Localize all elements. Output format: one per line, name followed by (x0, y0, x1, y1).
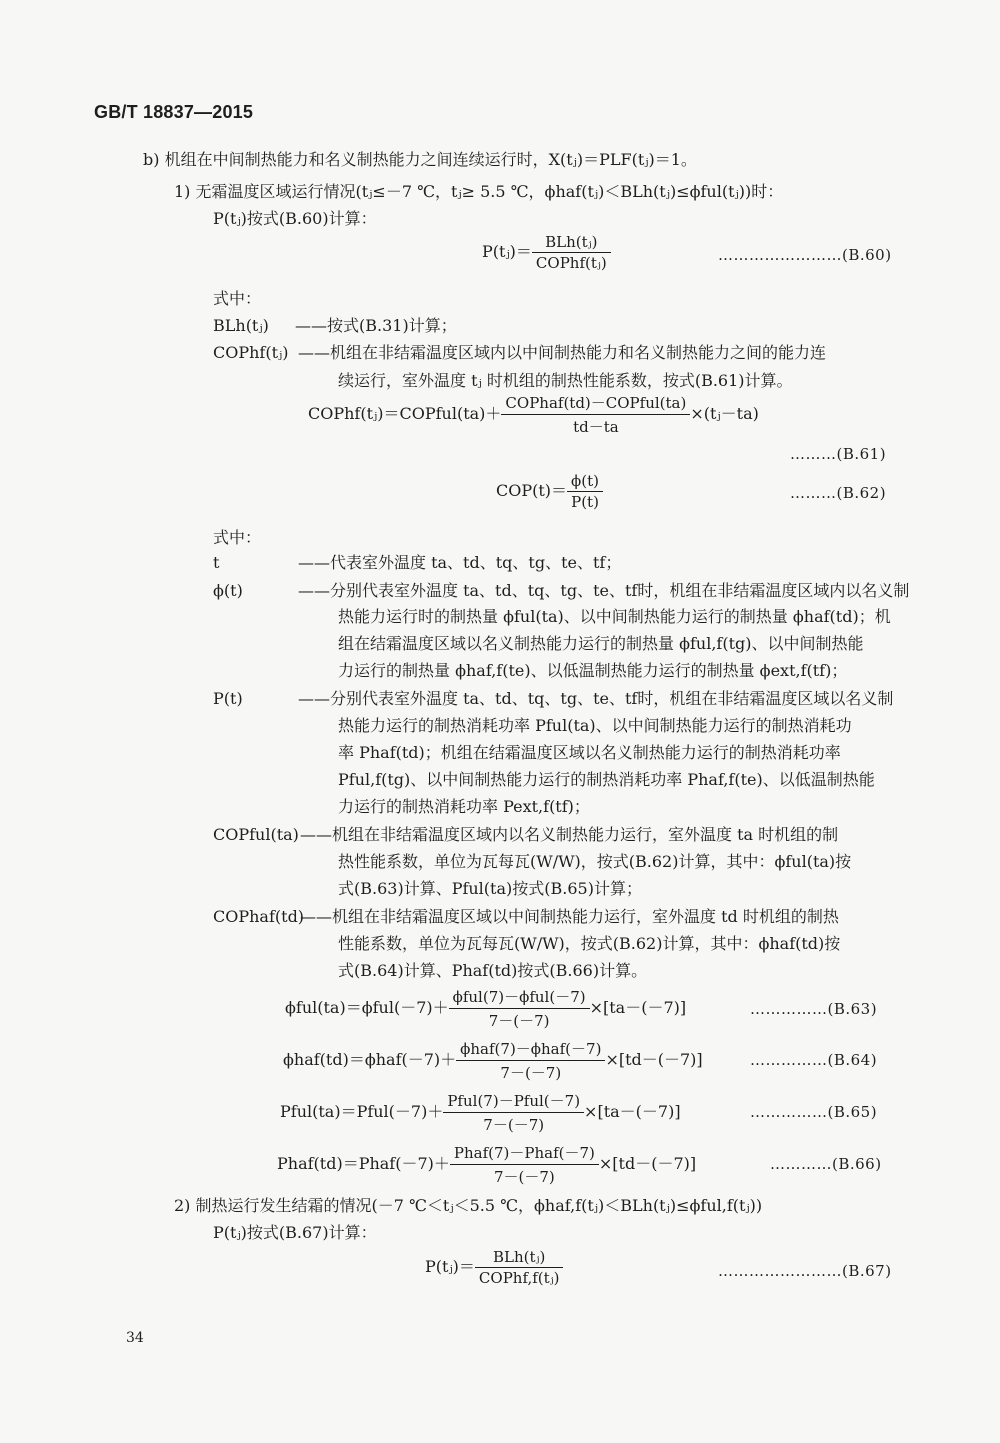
standard-code: GB/T 18837—2015 (94, 102, 254, 122)
equation-b61 (308, 392, 759, 437)
equation-b65 (280, 1090, 681, 1135)
def-text: ——机组在非结霜温度区域内以名义制热能力运行，室外温度 ta 时机组的制 (300, 825, 839, 844)
def-text: ——机组在非结霜温度区域内以中间制热能力和名义制热能力之间的能力连 (298, 343, 827, 362)
eq-numerator: Pful(7)－Pful(－7) (443, 1090, 584, 1113)
where-label: 式中： (213, 289, 262, 308)
eq-fraction (450, 1142, 599, 1187)
eq-denominator: 7－(－7) (483, 1116, 545, 1134)
eq-tag-b62: ………(B.62) (790, 484, 887, 502)
eq-fraction (475, 1248, 564, 1287)
eq-rhs: ×[ta－(－7)] (589, 998, 687, 1017)
def-text: 组在结霜温度区域以名义制热能力运行的制热量 ϕful,f(tg)、以中间制热能 (338, 634, 864, 653)
sub2-title: 2) 制热运行发生结霜的情况(－7 ℃＜tⱼ＜5.5 ℃，ϕhaf,f(tⱼ)＜BLh(tⱼ)≤ϕful,f(tⱼ)) (174, 1196, 763, 1215)
eq-rhs: ×[td－(－7)] (598, 1154, 697, 1173)
def-symbol: ϕ(t) (213, 581, 243, 600)
eq-denominator: P(t) (571, 493, 599, 511)
eq-lhs: ϕhaf(td)＝ϕhaf(－7)＋ (283, 1050, 457, 1069)
def-text: 热能力运行时的制热量 ϕful(ta)、以中间制热能力运行的制热量 ϕhaf(td)；机 (338, 607, 891, 626)
eq-lhs: P(tⱼ)＝ (425, 1257, 475, 1276)
eq-fraction (443, 1090, 584, 1135)
def-symbol: COPhaf(td) (213, 907, 305, 926)
equation-b60 (482, 233, 611, 272)
eq-tag-b61: ………(B.61) (790, 445, 887, 463)
equation-b66 (277, 1142, 696, 1187)
eq-tag-b66: …………(B.66) (770, 1155, 882, 1173)
sub2-calc: P(tⱼ)按式(B.67)计算： (213, 1223, 377, 1242)
sub1-title: 1) 无霜温度区域运行情况(tⱼ≤－7 ℃，tⱼ≥ 5.5 ℃，ϕhaf(tⱼ)＜BLh(tⱼ)≤ϕful(tⱼ))时： (174, 182, 784, 201)
eq-numerator: BLh(tⱼ) (532, 233, 611, 253)
eq-lhs: ϕful(ta)＝ϕful(－7)＋ (285, 998, 449, 1017)
def-text: 续运行，室外温度 tⱼ 时机组的制热性能系数，按式(B.61)计算。 (338, 371, 793, 390)
eq-rhs: ×[td－(－7)] (605, 1050, 703, 1069)
def-text: 式(B.64)计算、Phaf(td)按式(B.66)计算。 (338, 961, 648, 980)
eq-denominator: 7－(－7) (488, 1012, 550, 1030)
eq-rhs: ×[ta－(－7)] (584, 1102, 681, 1121)
def-symbol: P(t) (213, 689, 243, 708)
eq-fraction (532, 233, 611, 272)
def-text: ——分别代表室外温度 ta、td、tq、tg、te、tf时，机组在非结霜温度区域以名义制 (298, 689, 894, 708)
equation-b63 (285, 986, 686, 1031)
eq-denominator: td－ta (573, 418, 619, 436)
equation-b62 (496, 472, 603, 511)
def-symbol: BLh(tⱼ) (213, 316, 269, 335)
def-text: ——分别代表室外温度 ta、td、tq、tg、te、tf时，机组在非结霜温度区域内以名义制 (298, 581, 910, 600)
equation-b67 (425, 1248, 563, 1287)
eq-numerator: BLh(tⱼ) (475, 1248, 564, 1268)
def-text: 力运行的制热量 ϕhaf,f(te)、以低温制热能力运行的制热量 ϕext,f(tf)； (338, 661, 848, 680)
def-text: ——按式(B.31)计算； (295, 316, 457, 335)
eq-denominator: COPhf,f(tⱼ) (478, 1269, 560, 1287)
eq-lhs: COP(t)＝ (496, 481, 568, 500)
where-label: 式中： (213, 528, 262, 547)
eq-denominator: 7－(－7) (493, 1168, 555, 1186)
eq-tag-b64: ……………(B.64) (750, 1051, 878, 1069)
def-text: ——代表室外温度 ta、td、tq、tg、te、tf； (298, 553, 622, 572)
eq-numerator: ϕ(t) (567, 472, 603, 492)
eq-numerator: ϕful(7)－ϕful(－7) (449, 986, 590, 1009)
eq-denominator: 7－(－7) (500, 1064, 562, 1082)
item-b: b) 机组在中间制热能力和名义制热能力之间连续运行时，X(tⱼ)＝PLF(tⱼ)＝1。 (143, 150, 697, 169)
def-symbol: COPful(ta) (213, 825, 299, 844)
eq-denominator: COPhf(tⱼ) (535, 254, 607, 272)
eq-fraction (567, 472, 603, 511)
eq-fraction (501, 392, 690, 437)
eq-tag-b60: ……………………(B.60) (718, 246, 892, 264)
eq-tag-b67: ……………………(B.67) (718, 1262, 892, 1280)
eq-numerator: ϕhaf(7)－ϕhaf(－7) (456, 1038, 605, 1061)
eq-tag-b63: ……………(B.63) (750, 1000, 878, 1018)
def-text: 率 Phaf(td)；机组在结霜温度区域以名义制热能力运行的制热消耗功率 (338, 743, 841, 762)
eq-tag-b65: ……………(B.65) (750, 1103, 878, 1121)
sub1-calc: P(tⱼ)按式(B.60)计算： (213, 209, 377, 228)
eq-lhs: Pful(ta)＝Pful(－7)＋ (280, 1102, 444, 1121)
page-number: 34 (126, 1330, 144, 1346)
eq-numerator: Phaf(7)－Phaf(－7) (450, 1142, 599, 1165)
equation-b64 (283, 1038, 703, 1083)
def-text: ——机组在非结霜温度区域以中间制热能力运行，室外温度 td 时机组的制热 (300, 907, 839, 926)
def-text: 热性能系数，单位为瓦每瓦(W/W)，按式(B.62)计算，其中：ϕful(ta)按 (338, 852, 852, 871)
def-symbol: COPhf(tⱼ) (213, 343, 289, 362)
eq-numerator: COPhaf(td)－COPful(ta) (501, 392, 690, 415)
eq-lhs: P(tⱼ)＝ (482, 242, 532, 261)
def-symbol: t (213, 553, 220, 572)
def-text: 热能力运行的制热消耗功率 Pful(ta)、以中间制热能力运行的制热消耗功 (338, 716, 852, 735)
def-text: 力运行的制热消耗功率 Pext,f(tf)； (338, 797, 590, 816)
eq-lhs: COPhf(tⱼ)＝COPful(ta)＋ (308, 404, 502, 423)
eq-fraction (456, 1038, 605, 1083)
eq-lhs: Phaf(td)＝Phaf(－7)＋ (277, 1154, 450, 1173)
def-text: Pful,f(tg)、以中间制热能力运行的制热消耗功率 Phaf,f(te)、以低温制热能 (338, 770, 875, 789)
def-text: 式(B.63)计算、Pful(ta)按式(B.65)计算； (338, 879, 642, 898)
eq-rhs: ×(tⱼ－ta) (690, 404, 759, 423)
def-text: 性能系数，单位为瓦每瓦(W/W)，按式(B.62)计算，其中：ϕhaf(td)按 (338, 934, 841, 953)
eq-fraction (449, 986, 590, 1031)
